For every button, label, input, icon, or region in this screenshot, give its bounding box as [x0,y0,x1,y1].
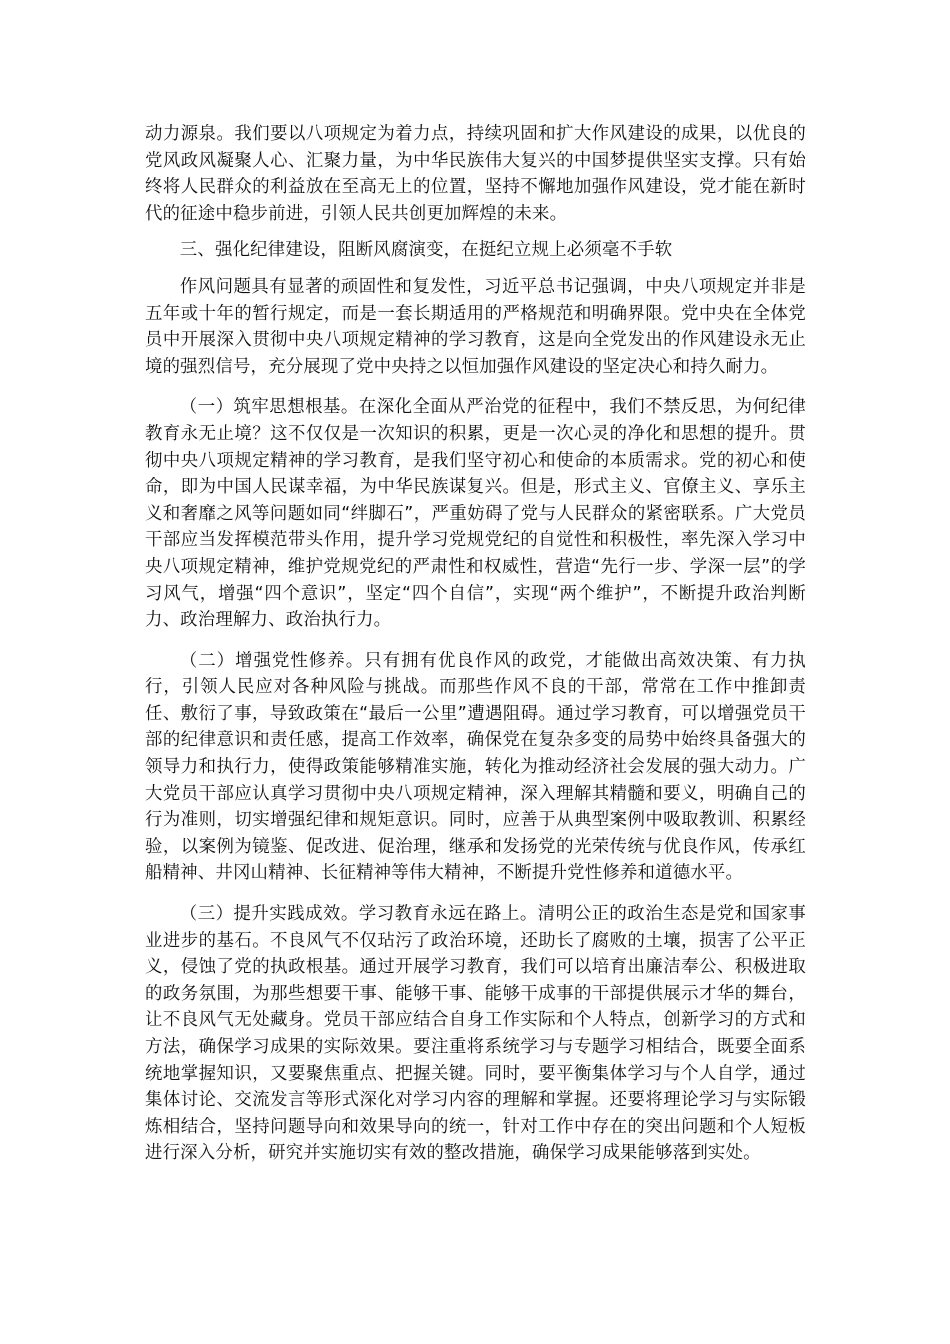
paragraph-subsection-2: （二）增强党性修养。只有拥有优良作风的政党，才能做出高效决策、有力执行，引领人民应对各种风险与挑战。而那些作风不良的干部，常常在工作中推卸责任、敷衍了事，导致政策在“最后一公里”遭遇阻碍。通过学习教育，可以增强党员干部的纪律意识和责任感，提高工作效率，确保党在复杂多变的局势中始终具备强大的领导力和执行力，使得政策能够精准实施，转化为推动经济社会发展的强大动力。广大党员干部应认真学习贯彻中央八项规定精神，深入理解其精髓和要义，明确自己的行为准则，切实增强纪律和规矩意识。同时，应善于从典型案例中吸取教训、积累经验，以案例为镜鉴、促改进、促治理，继承和发扬党的光荣传统与优良作风，传承红船精神、井冈山精神、长征精神等伟大精神，不断提升党性修养和道德水平。 [145,650,806,884]
paragraph-intro: 作风问题具有显著的顽固性和复发性，习近平总书记强调，中央八项规定并非是五年或十年的暂行规定，而是一套长期适用的严格规范和明确界限。党中央在全体党员中开展深入贯彻中央八项规定精神的学习教育，这是向全党发出的作风建设永无止境的强烈信号，充分展现了党中央持之以恒加强作风建设的坚定决心和持久耐力。 [145,276,806,377]
document-body [145,121,806,1167]
paragraph-continuation: 动力源泉。我们要以八项规定为着力点，持续巩固和扩大作风建设的成果，以优良的党风政风凝聚人心、汇聚力量，为中华民族伟大复兴的中国梦提供坚实支撑。只有始终将人民群众的利益放在至高无上的位置，坚持不懈地加强作风建设，党才能在新时代的征途中稳步前进，引领人民共创更加辉煌的未来。 [145,124,806,224]
paragraph-subsection-1: （一）筑牢思想根基。在深化全面从严治党的征程中，我们不禁反思，为何纪律教育永无止境？这不仅仅是一次知识的积累，更是一次心灵的净化和思想的提升。贯彻中央八项规定精神的学习教育，是我们坚守初心和使命的本质需求。党的初心和使命，即为中国人民谋幸福，为中华民族谋复兴。但是，形式主义、官僚主义、享乐主义和奢靡之风等问题如同“绊脚石”，严重妨碍了党与人民群众的紧密联系。广大党员干部应当发挥模范带头作用，提升学习党规党纪的自觉性和积极性，率先深入学习中央八项规定精神，维护党规党纪的严肃性和权威性，营造“先行一步、学深一层”的学习风气，增强“四个意识”，坚定“四个自信”，实现“两个维护”，不断提升政治判断力、政治理解力、政治执行力。 [145,397,806,631]
paragraph-subsection-3: （三）提升实践成效。学习教育永远在路上。清明公正的政治生态是党和国家事业进步的基石。不良风气不仅玷污了政治环境，还助长了腐败的土壤，损害了公平正义，侵蚀了党的执政根基。通过开展学习教育，我们可以培育出廉洁奉公、积极进取的政务氛围，为那些想要干事、能够干事、能够干成事的干部提供展示才华的舞台，让不良风气无处藏身。党员干部应结合自身工作实际和个人特点，创新学习的方式和方法，确保学习成果的实际效果。要注重将系统学习与专题学习相结合，既要全面系统地掌握知识，又要聚焦重点、把握关键。同时，要平衡集体学习与个人自学，通过集体讨论、交流发言等形式深化对学习内容的理解和掌握。还要将理论学习与实际锻炼相结合，坚持问题导向和效果导向的统一，针对工作中存在的突出问题和个人短板进行深入分析，研究并实施切实有效的整改措施，确保学习成果能够落到实处。 [145,904,806,1164]
section-heading: 三、强化纪律建设，阻断风腐演变，在挺纪立规上必须毫不手软 [179,240,673,261]
